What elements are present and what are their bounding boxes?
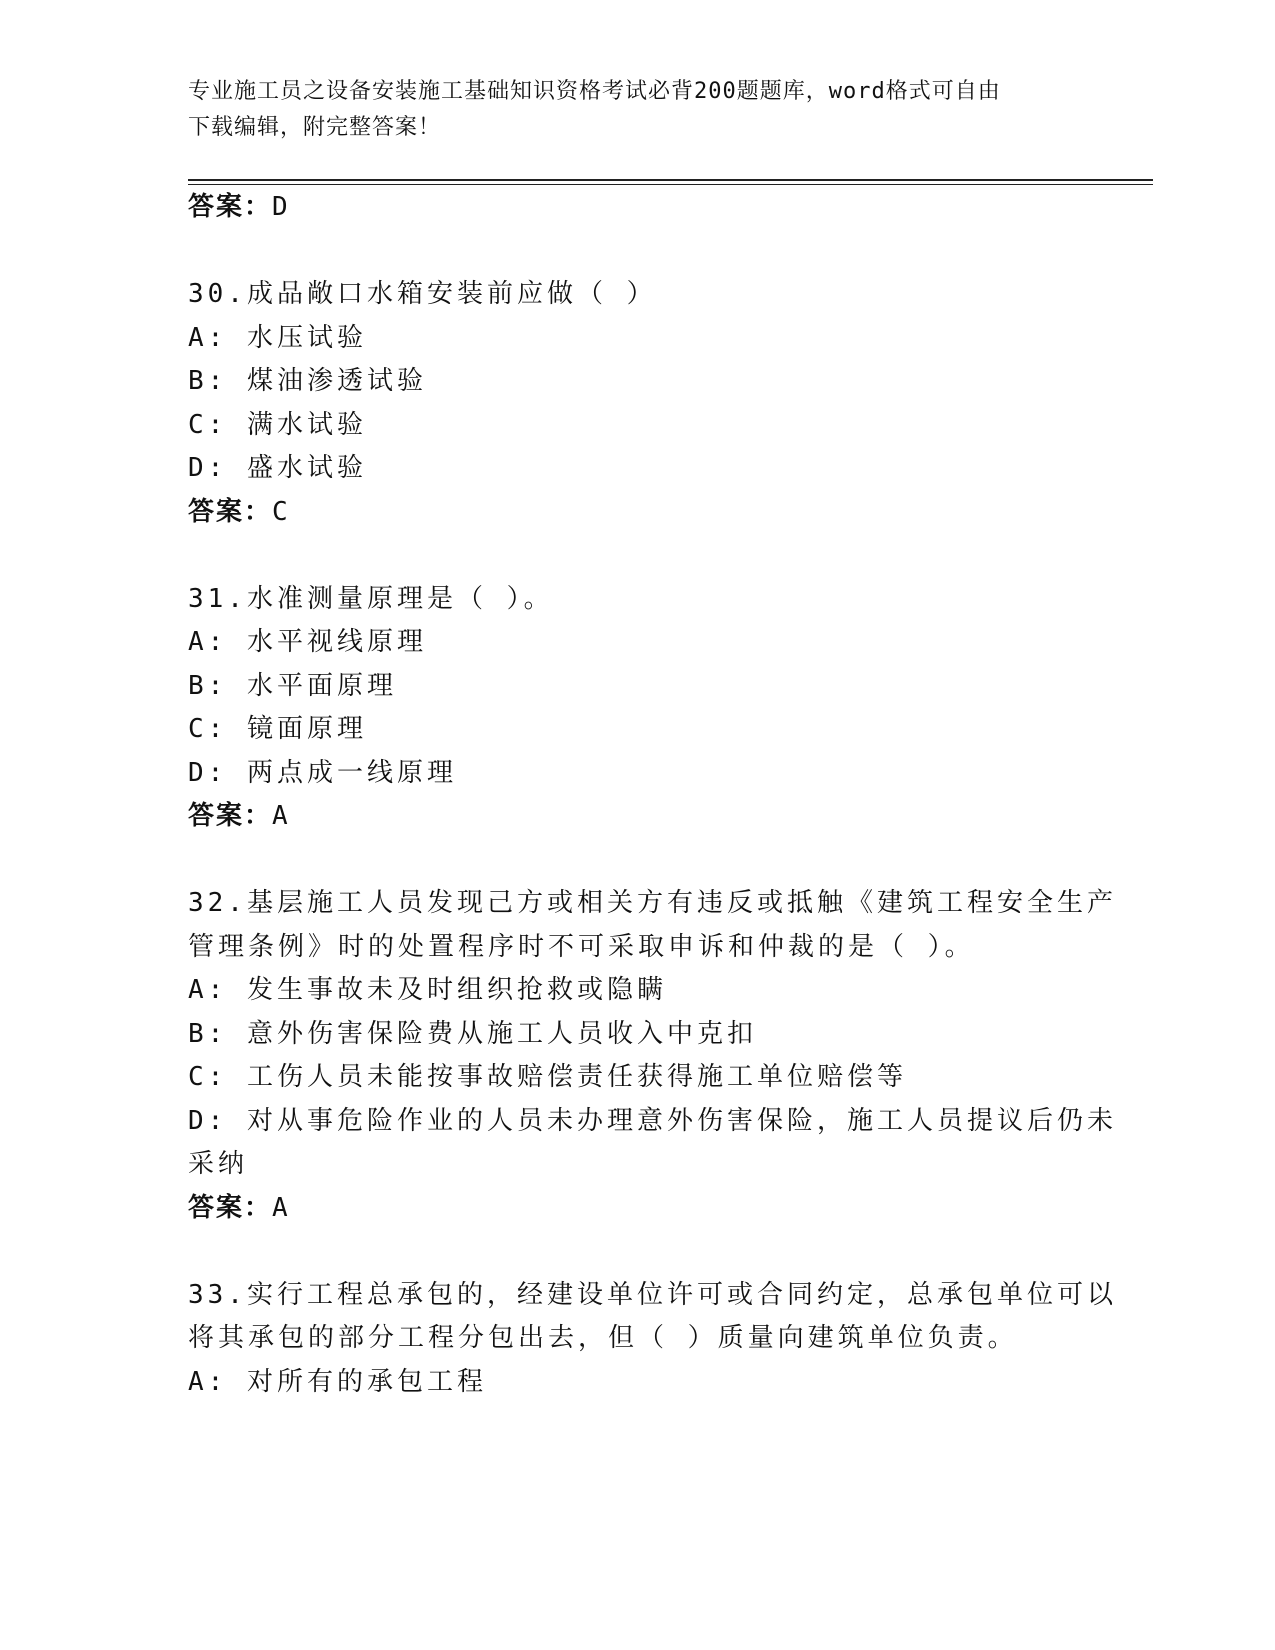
answer-value: D (272, 192, 290, 222)
header-divider-thin (188, 184, 1153, 185)
question-31-option-a: A: 水平视线原理 (188, 627, 427, 657)
question-32-stem-line-1: 32.基层施工人员发现己方或相关方有违反或抵触《建筑工程安全生产 (188, 888, 1117, 918)
answer-value: A (272, 1193, 290, 1223)
header-divider-thick (188, 179, 1153, 181)
answer-label: 答案： (188, 801, 273, 831)
answer-label: 答案： (188, 497, 273, 527)
answer-32 (188, 1191, 290, 1225)
header-line-2: 下载编辑，附完整答案！ (188, 115, 442, 140)
question-31-stem: 31.水准测量原理是（ ）。 (188, 584, 554, 614)
answer-30 (188, 495, 290, 529)
question-30-stem: 30.成品敞口水箱安装前应做（ ） (188, 279, 657, 309)
question-32-option-b: B: 意外伤害保险费从施工人员收入中克扣 (188, 1019, 757, 1049)
question-31-option-d: D: 两点成一线原理 (188, 758, 457, 788)
header-line-1: 专业施工员之设备安装施工基础知识资格考试必背200题题库，word格式可自由 (188, 79, 1001, 104)
question-31-option-c: C: 镜面原理 (188, 714, 367, 744)
answer-29 (188, 190, 290, 224)
question-32-option-a: A: 发生事故未及时组织抢救或隐瞒 (188, 975, 667, 1005)
question-31-option-b: B: 水平面原理 (188, 671, 397, 701)
answer-value: A (272, 801, 290, 831)
answer-label: 答案： (188, 192, 273, 222)
question-32-option-c: C: 工伤人员未能按事故赔偿责任获得施工单位赔偿等 (188, 1062, 907, 1092)
question-32-option-d-line-2: 采纳 (188, 1149, 249, 1179)
question-33-stem-line-2: 将其承包的部分工程分包出去，但（ ）质量向建筑单位负责。 (188, 1323, 1018, 1353)
question-30-option-d: D: 盛水试验 (188, 453, 367, 483)
answer-label: 答案： (188, 1193, 273, 1223)
question-32-option-d-line-1: D: 对从事危险作业的人员未办理意外伤害保险，施工人员提议后仍未 (188, 1106, 1117, 1136)
question-33-stem-line-1: 33.实行工程总承包的，经建设单位许可或合同约定，总承包单位可以 (188, 1280, 1117, 1310)
answer-31 (188, 799, 290, 833)
document-header (188, 74, 1068, 146)
answer-value: C (272, 497, 290, 527)
question-32-stem-line-2: 管理条例》时的处置程序时不可采取申诉和仲裁的是（ ）。 (188, 932, 975, 962)
question-30-option-b: B: 煤油渗透试验 (188, 366, 427, 396)
question-33-option-a: A: 对所有的承包工程 (188, 1367, 487, 1397)
question-30-option-a: A: 水压试验 (188, 323, 367, 353)
question-30-option-c: C: 满水试验 (188, 410, 367, 440)
